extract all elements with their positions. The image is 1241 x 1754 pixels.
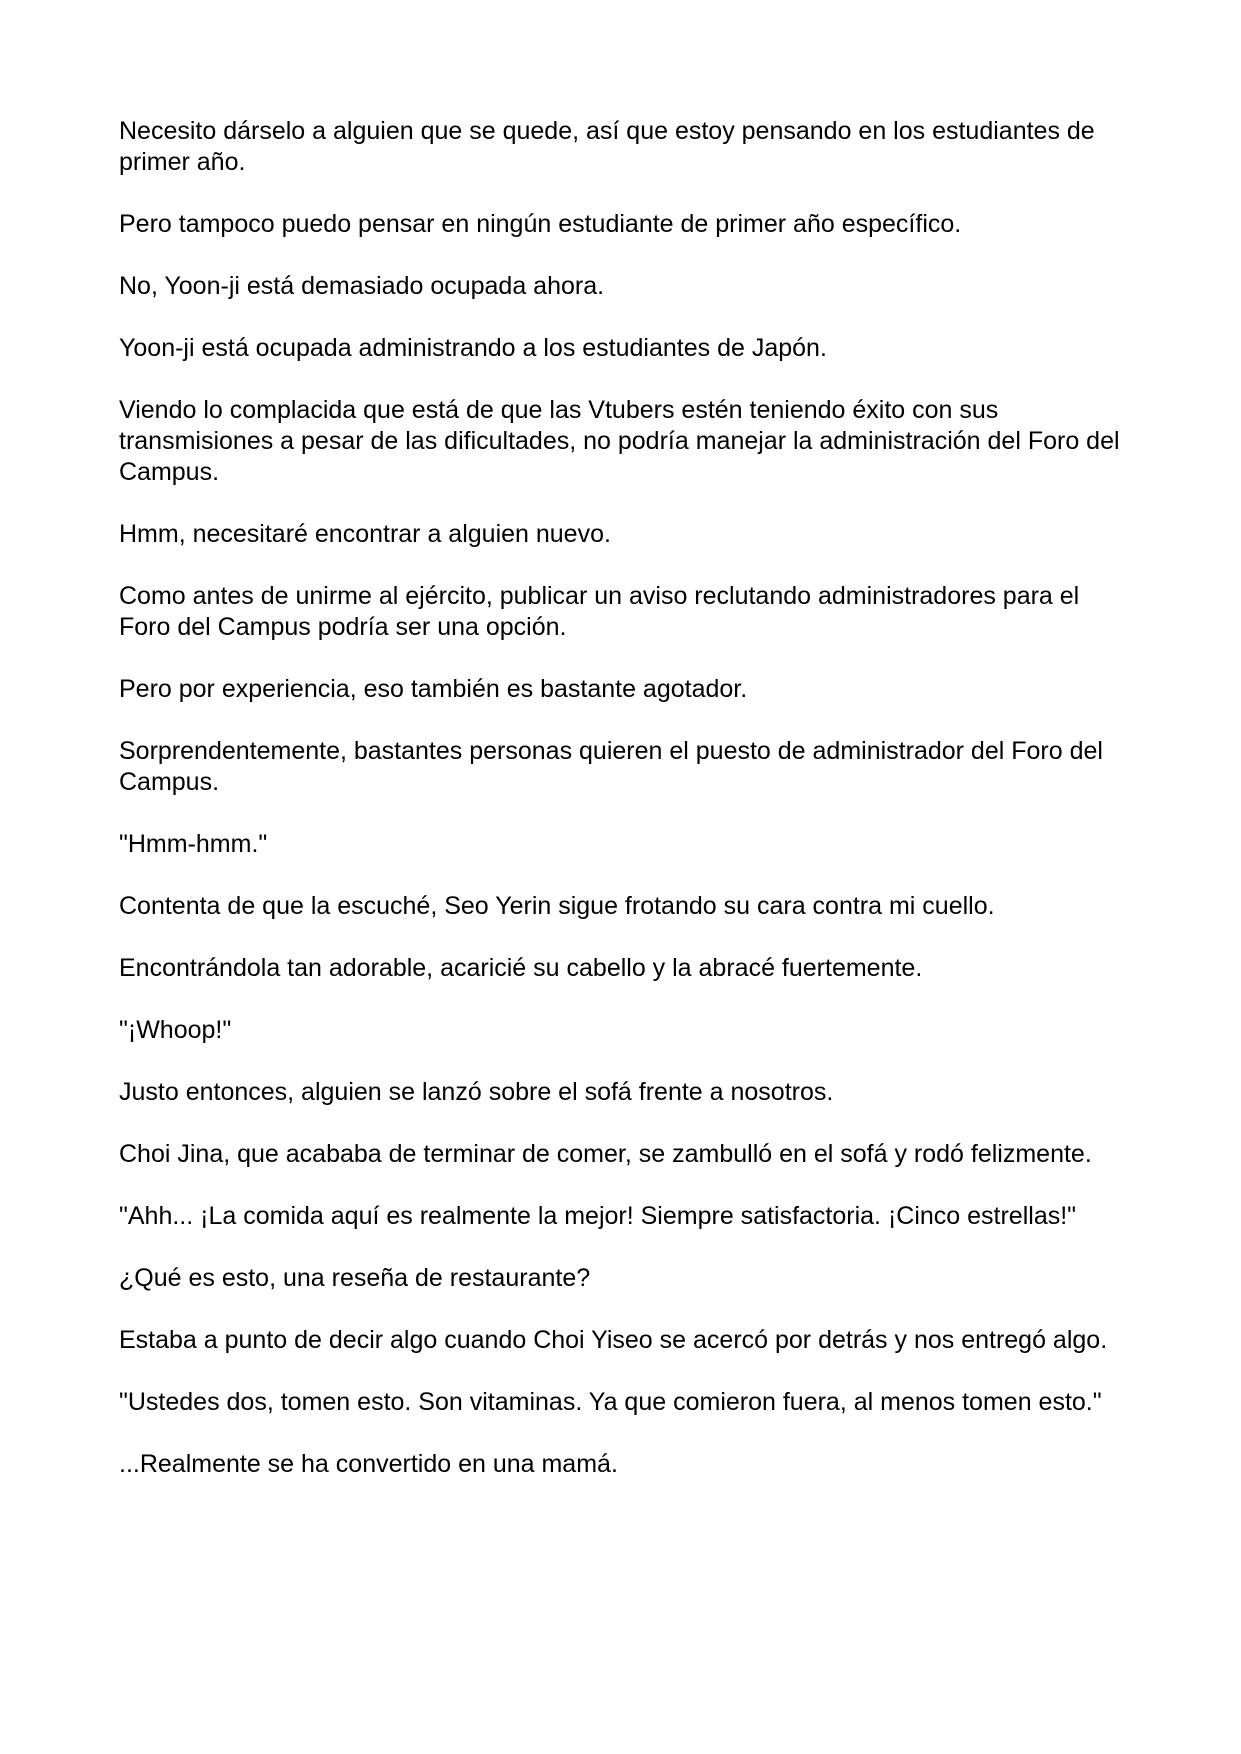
paragraph: Encontrándola tan adorable, acaricié su cabello y la abracé fuertemente.	[119, 954, 923, 982]
document-body	[119, 116, 1121, 1480]
paragraph: Estaba a punto de decir algo cuando Choi Yiseo se acercó por detrás y nos entregó algo.	[119, 1326, 1108, 1354]
paragraph: Yoon-ji está ocupada administrando a los estudiantes de Japón.	[119, 334, 827, 362]
paragraph: Como antes de unirme al ejército, publicar un aviso reclutando administradores para el Foro del Campus podría ser una opción.	[119, 582, 1080, 641]
paragraph: No, Yoon-ji está demasiado ocupada ahora.	[119, 272, 605, 300]
paragraph: Contenta de que la escuché, Seo Yerin sigue frotando su cara contra mi cuello.	[119, 892, 995, 920]
paragraph: "Ahh... ¡La comida aquí es realmente la mejor! Siempre satisfactoria. ¡Cinco estrellas!"	[119, 1202, 1077, 1230]
paragraph: Choi Jina, que acababa de terminar de comer, se zambulló en el sofá y rodó felizmente.	[119, 1140, 1092, 1168]
paragraph: Hmm, necesitaré encontrar a alguien nuevo.	[119, 520, 611, 548]
paragraph: Viendo lo complacida que está de que las Vtubers estén teniendo éxito con sus transmisiones a pesar de las dificultades, no podría manejar la administración del Foro del Campus.	[119, 396, 1120, 486]
paragraph: ...Realmente se ha convertido en una mamá.	[119, 1450, 618, 1478]
paragraph: Sorprendentemente, bastantes personas quieren el puesto de administrador del Foro del Campus.	[119, 737, 1103, 796]
paragraph: "Ustedes dos, tomen esto. Son vitaminas. Ya que comieron fuera, al menos tomen esto."	[119, 1388, 1102, 1416]
paragraph: Pero por experiencia, eso también es bastante agotador.	[119, 675, 748, 703]
paragraph: "¡Whoop!"	[119, 1016, 232, 1044]
paragraph: Pero tampoco puedo pensar en ningún estudiante de primer año específico.	[119, 210, 962, 238]
paragraph: Necesito dárselo a alguien que se quede, así que estoy pensando en los estudiantes de primer año.	[119, 117, 1095, 176]
paragraph: ¿Qué es esto, una reseña de restaurante?	[119, 1264, 591, 1292]
paragraph: "Hmm-hmm."	[119, 830, 268, 858]
paragraph: Justo entonces, alguien se lanzó sobre el sofá frente a nosotros.	[119, 1078, 834, 1106]
